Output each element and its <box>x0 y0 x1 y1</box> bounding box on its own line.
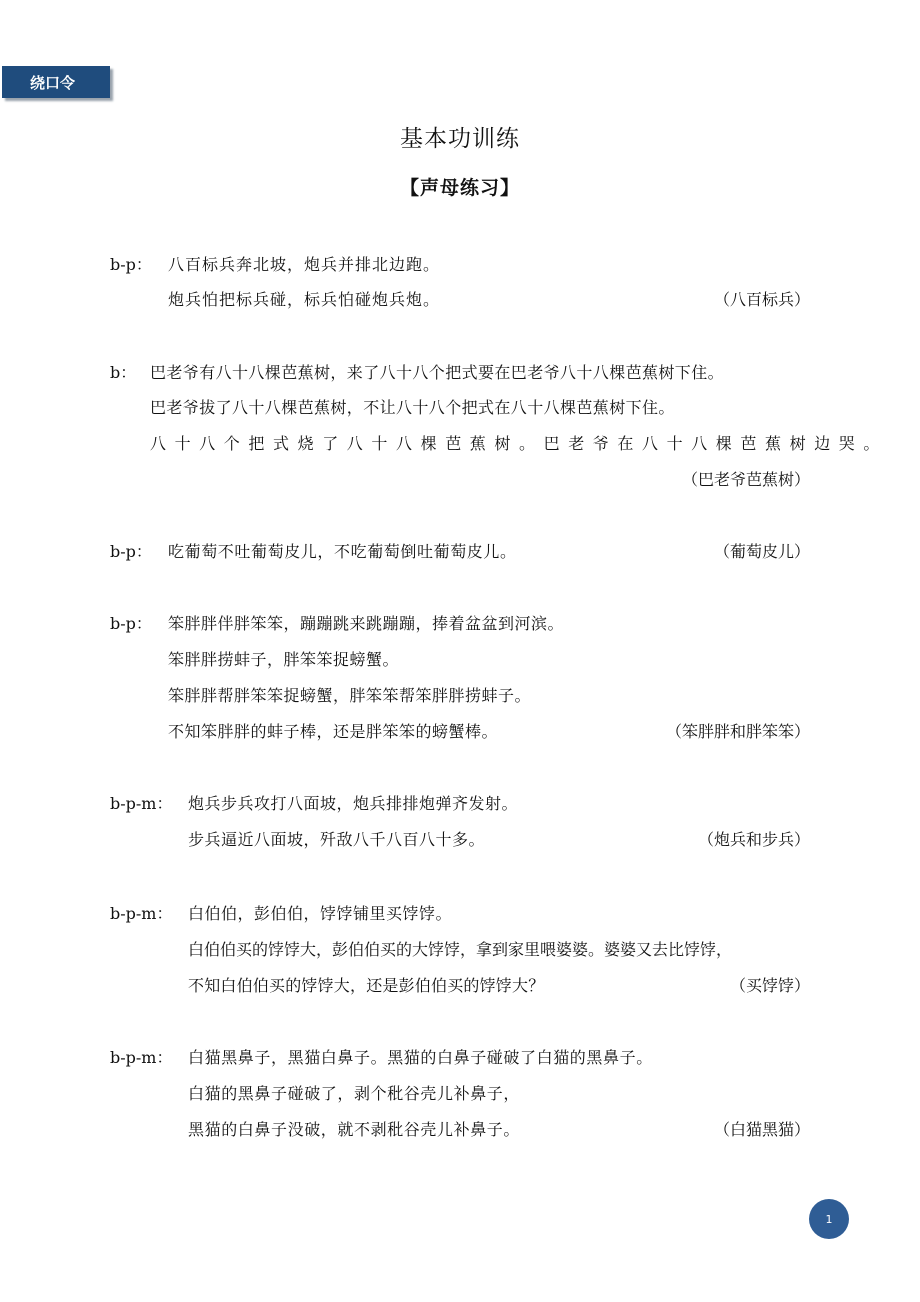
page-number-label: 1 <box>825 1212 833 1226</box>
twister-line: 笨胖胖伴胖笨笨，蹦蹦跳来跳蹦蹦，捧着盆盆到河滨。 <box>168 614 565 633</box>
twister-label: b-p： <box>110 542 152 561</box>
twister-line: 炮兵怕把标兵碰，标兵怕碰炮兵炮。 <box>168 290 441 309</box>
twister-line: 笨胖胖帮胖笨笨捉螃蟹，胖笨笨帮笨胖胖捞蚌子。 <box>168 686 532 705</box>
section-tag <box>2 66 110 98</box>
twister-label: b-p-m： <box>110 794 173 813</box>
twister-line: 八百标兵奔北坡，炮兵并排北边跑。 <box>168 255 441 274</box>
section-tag-label: 绕口令 <box>30 73 76 92</box>
twister-source: （八百标兵） <box>713 290 810 309</box>
twister-source: （笨胖胖和胖笨笨） <box>665 722 810 741</box>
twister-line: 黑猫的白鼻子没破，就不剥秕谷壳儿补鼻子。 <box>188 1120 521 1139</box>
twister-line: 白猫的黑鼻子碰破了，剥个秕谷壳儿补鼻子， <box>188 1084 521 1103</box>
page-number <box>809 1199 849 1239</box>
twister-source: （白猫黑猫） <box>713 1120 810 1139</box>
twister-line: 白伯伯买的饽饽大，彭伯伯买的大饽饽，拿到家里喂婆婆。婆婆又去比饽饽， <box>188 940 733 959</box>
twister-line: 不知白伯伯买的饽饽大，还是彭伯伯买的饽饽大？ <box>188 976 545 995</box>
twister-source: （买饽饽） <box>729 976 810 995</box>
twister-label: b-p-m： <box>110 904 173 923</box>
page-subtitle: 【声母练习】 <box>399 177 520 199</box>
twister-line: 不知笨胖胖的蚌子棒，还是胖笨笨的螃蟹棒。 <box>168 722 499 741</box>
twister-line: 笨胖胖捞蚌子，胖笨笨捉螃蟹。 <box>168 650 400 669</box>
twister-line: 八十八个把式烧了八十八棵芭蕉树。巴老爷在八十八棵芭蕉树边哭。 <box>150 434 889 453</box>
twister-line: 步兵逼近八面坡，歼敌八千八百八十多。 <box>188 830 486 849</box>
page-title: 基本功训练 <box>400 126 520 152</box>
twister-label: b-p-m： <box>110 1048 173 1067</box>
twister-line: 炮兵步兵攻打八面坡，炮兵排排炮弹齐发射。 <box>188 794 519 813</box>
twister-source: （炮兵和步兵） <box>697 830 810 849</box>
twister-line: 白伯伯，彭伯伯，饽饽铺里买饽饽。 <box>188 904 453 923</box>
twister-line: 白猫黑鼻子，黑猫白鼻子。黑猫的白鼻子碰破了白猫的黑鼻子。 <box>188 1048 653 1067</box>
twister-line: 巴老爷拔了八十八棵芭蕉树，不让八十八个把式在八十八棵芭蕉树下住。 <box>150 398 675 417</box>
twister-line: 吃葡萄不吐葡萄皮儿，不吃葡萄倒吐葡萄皮儿。 <box>168 542 517 561</box>
twister-label: b-p： <box>110 614 152 633</box>
twister-label: b： <box>110 363 137 382</box>
twister-source: （巴老爷芭蕉树） <box>681 470 810 489</box>
twister-line: 巴老爷有八十八棵芭蕉树，来了八十八个把式要在巴老爷八十八棵芭蕉树下住。 <box>150 363 725 382</box>
twister-source: （葡萄皮儿） <box>713 542 810 561</box>
twister-label: b-p： <box>110 255 152 274</box>
